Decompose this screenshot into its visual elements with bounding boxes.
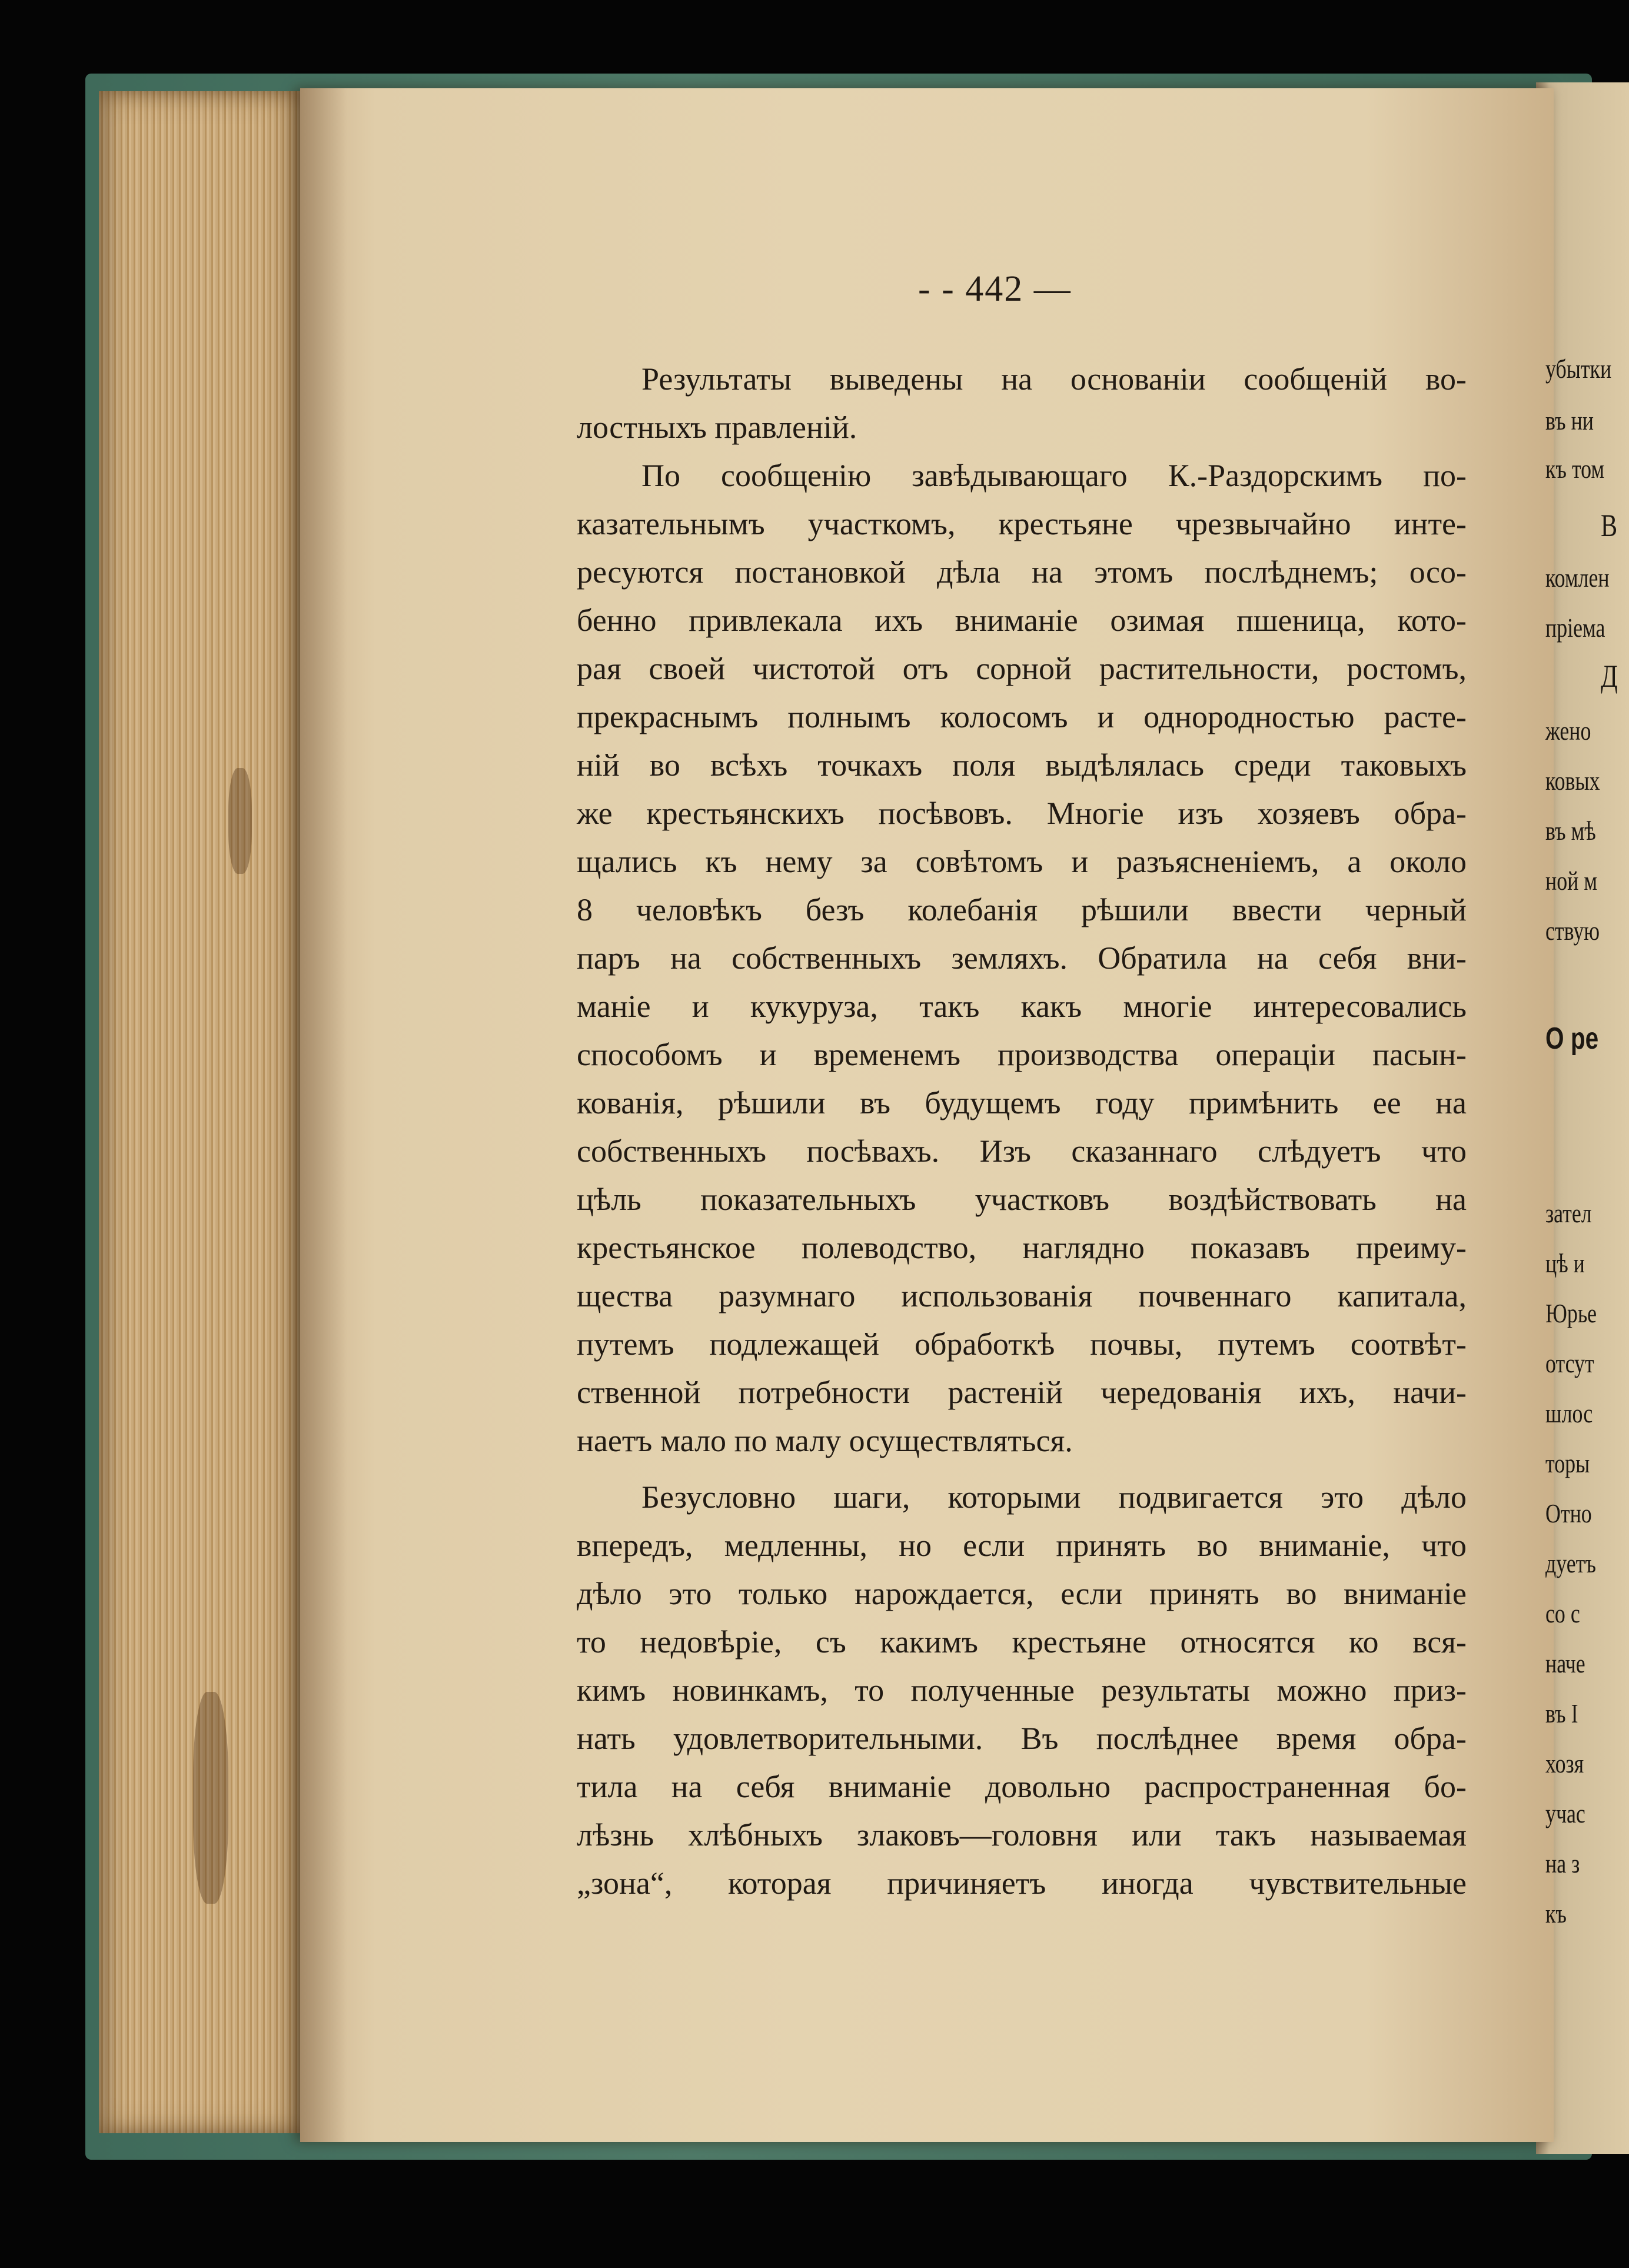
body-line: щества разумнаго использованiя почвеннаго капитала, [577,1278,1467,1313]
next-page-line: торы [1545,1448,1590,1478]
body-line: казательнымъ участкомъ, крестьяне чрезвычайно инте- [577,506,1467,541]
next-page-line: шлос [1545,1398,1593,1428]
body-line: лостныхъ правленiй. [577,410,857,445]
body-line: дѣло это только нарождается, если принять во вниманiе [577,1576,1467,1611]
body-line: Результаты выведены на основанiи сообщенiй во- [641,361,1467,397]
body-line: способомъ и временемъ производства операцiи пасын- [577,1037,1467,1072]
body-line: щались къ нему за совѣтомъ и разъясненiемъ, а около [577,844,1467,879]
body-line: нiй во всѣхъ точкахъ поля выдѣлялась среди таковыхъ [577,747,1467,783]
next-page-line: дуетъ [1545,1548,1596,1578]
next-page-line: жено [1545,716,1591,746]
next-page-line: ствую [1545,916,1600,946]
body-line: 8 человѣкъ безъ колебанiя рѣшили ввести черный [577,892,1467,927]
body-line: кованiя, рѣшили въ будущемъ году примѣнить ее на [577,1085,1467,1120]
body-line: ственной потребности растенiй чередованiя ихъ, начи- [577,1375,1467,1410]
next-page-line: въ мѣ [1545,816,1596,846]
next-page-line: Отно [1545,1498,1592,1528]
next-page-line: Юрье [1545,1298,1597,1328]
body-line: манiе и кукуруза, такъ какъ многiе интересовались [577,989,1467,1024]
next-page-line: на з [1545,1848,1580,1878]
next-page-line: въ І [1545,1698,1578,1728]
body-line: тила на себя вниманiе довольно распространенная бо- [577,1769,1467,1804]
body-line: собственныхъ посѣвахъ. Изъ сказаннаго слѣдуетъ что [577,1133,1467,1169]
next-page-line: ной м [1545,866,1598,896]
stain [228,768,252,874]
next-page-line: ковых [1545,766,1600,796]
page-number: - - 442 — [918,269,1072,309]
body-line: крестьянское полеводство, наглядно показавъ преиму- [577,1230,1467,1265]
body-line: кимъ новинкамъ, то полученные результаты можно приз- [577,1672,1467,1708]
next-page-line: въ ни [1545,405,1594,435]
next-page-line: убытки [1545,354,1612,384]
next-page-heading: О ре [1545,1022,1599,1056]
body-line: нать удовлетворительными. Въ послѣднее время обра- [577,1721,1467,1756]
body-line: цѣль показательныхъ участковъ воздѣйствовать на [577,1182,1467,1217]
body-line: впередъ, медленны, но если принять во вниманiе, что [577,1528,1467,1563]
next-page-line: Д [1601,659,1618,694]
body-line: ресуются постановкой дѣла на этомъ послѣднемъ; осо- [577,554,1467,590]
page-gutter-shadow [300,88,347,2142]
next-page-line: хозя [1545,1748,1584,1778]
body-line: бенно привлекала ихъ вниманiе озимая пшеница, кото- [577,603,1467,638]
next-page-line: къ том [1545,454,1605,484]
next-page-line: со с [1545,1598,1580,1628]
body-line: паръ на собственныхъ земляхъ. Обратила на себя вни- [577,940,1467,976]
body-line: рая своей чистотой отъ сорной растительности, ростомъ, [577,651,1467,686]
stain [193,1692,228,1904]
next-page-line: прiема [1545,613,1605,643]
body-line: наетъ мало по малу осуществляться. [577,1423,1073,1458]
body-line: прекраснымъ полнымъ колосомъ и однородностью расте- [577,699,1467,734]
next-page-line: учас [1545,1798,1585,1828]
body-line: лѣзнь хлѣбныхъ злаковъ—головня или такъ называемая [577,1817,1467,1853]
next-page-line: В [1601,508,1618,543]
body-line: Безусловно шаги, которыми подвигается это дѣло [641,1479,1467,1515]
body-line: „зона“, которая причиняетъ иногда чувствительные [577,1865,1467,1901]
next-page-line: наче [1545,1648,1585,1678]
body-line: то недовѣрiе, съ какимъ крестьяне относятся ко вся- [577,1624,1467,1660]
page-edges-stack [99,91,311,2133]
body-line: По сообщенiю завѣдывающаго К.-Раздорскимъ по- [641,458,1467,493]
body-line: же крестьянскихъ посѣвовъ. Многiе изъ хозяевъ обра- [577,796,1467,831]
body-line: путемъ подлежащей обработкѣ почвы, путемъ соотвѣт- [577,1326,1467,1362]
next-page-line: зател [1545,1198,1592,1228]
next-page-line: комлен [1545,563,1610,593]
next-page-line: цѣ и [1545,1248,1585,1278]
next-page-line: къ [1545,1898,1567,1928]
next-page-line: отсут [1545,1348,1594,1378]
